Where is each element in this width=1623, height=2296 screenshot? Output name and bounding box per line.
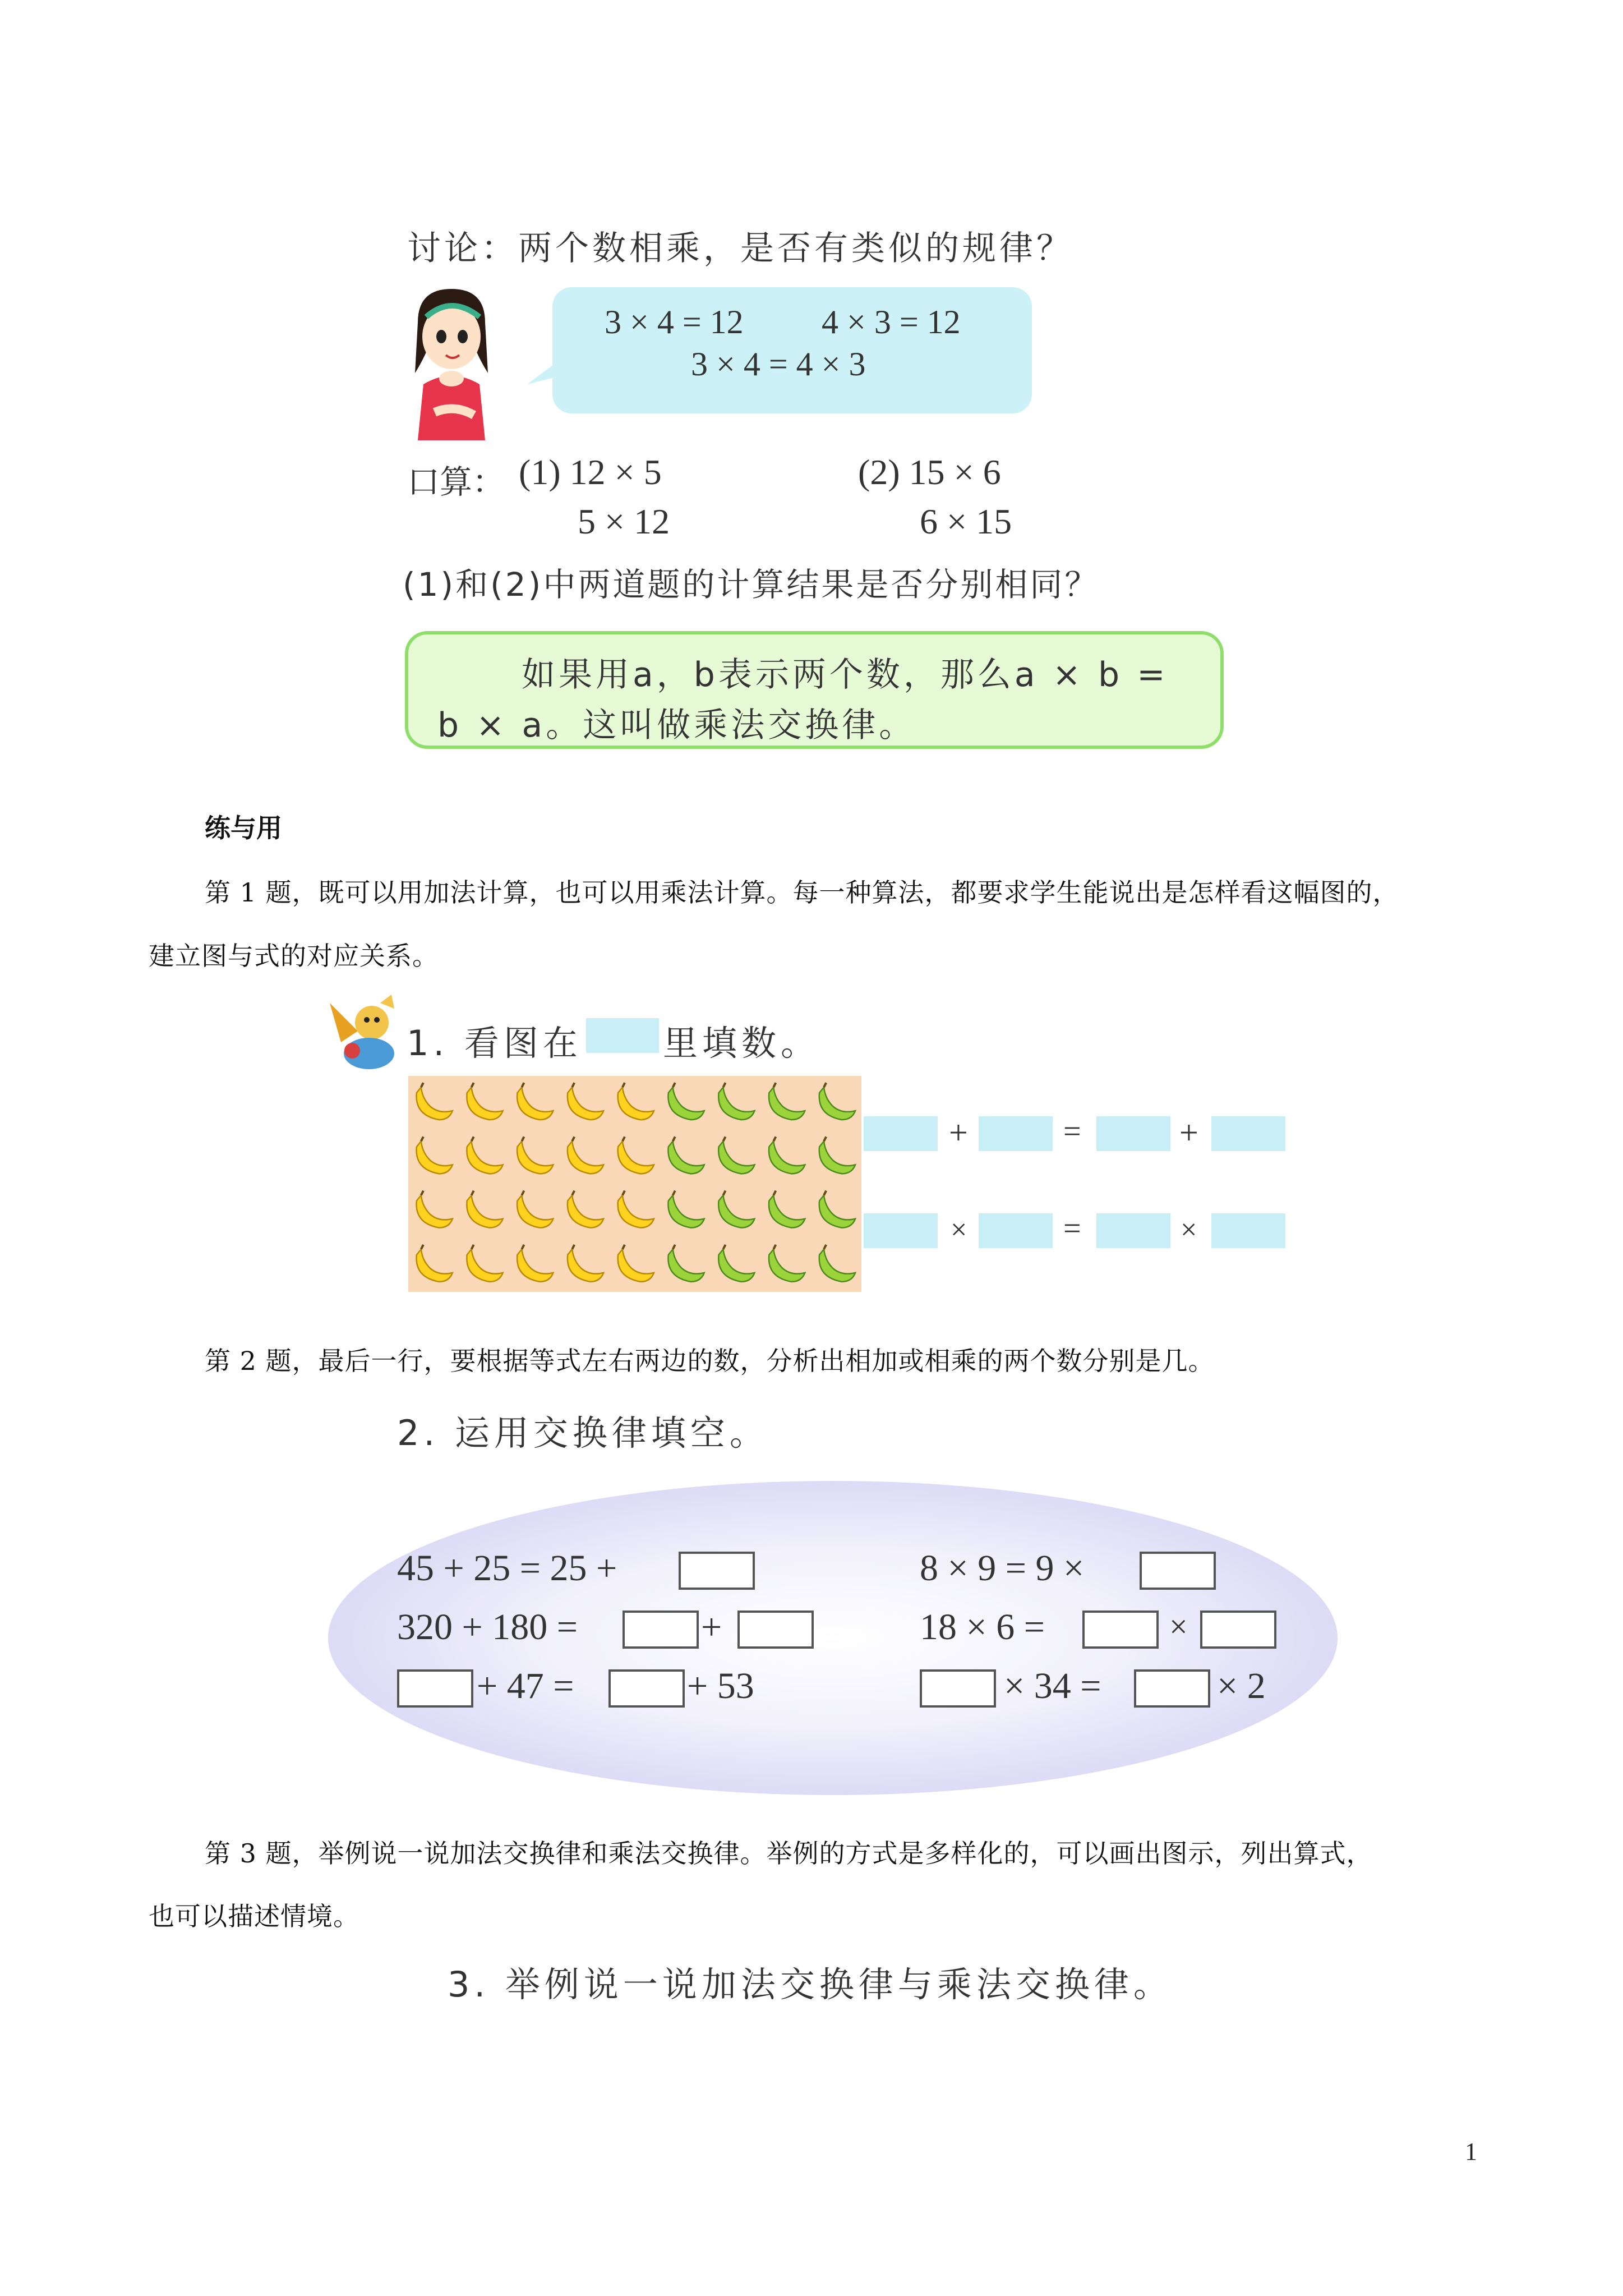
banana-icon: [517, 1245, 553, 1282]
oral-q1-b: 5 × 12: [578, 501, 670, 541]
ex2-right2-box2[interactable]: [1200, 1611, 1276, 1649]
ex2-left3-text: + 47 =: [477, 1665, 574, 1706]
banana-icon: [668, 1137, 704, 1174]
banana-icon: [467, 1083, 502, 1120]
ex2-left3-box2[interactable]: [608, 1669, 685, 1708]
ex2-right3-box2[interactable]: [1134, 1669, 1210, 1708]
ex1-title-part1: 1. 看图在: [407, 1023, 582, 1064]
banana-icon: [568, 1083, 603, 1120]
ex3-title: 3. 举例说一说加法交换律与乘法交换律。: [448, 1964, 1173, 2005]
ex1-add-blank-2[interactable]: [979, 1116, 1053, 1151]
page-number: 1: [1465, 2138, 1477, 2165]
ex1-add-blank-4[interactable]: [1211, 1116, 1285, 1151]
banana-icon: [618, 1083, 654, 1120]
bubble-line1-left: 3 × 4 = 12: [605, 303, 744, 341]
oral-label: 口算：: [407, 463, 505, 501]
ex1-mul-blank-4[interactable]: [1211, 1213, 1285, 1248]
ex1-times-1: ×: [951, 1214, 967, 1246]
banana-icon: [819, 1245, 855, 1282]
banana-icon: [819, 1137, 855, 1174]
ex2-left2-plus: +: [701, 1607, 722, 1648]
practice-heading: 练与用: [205, 813, 282, 843]
banana-icon: [417, 1137, 453, 1174]
para3-line2: 也可以描述情境。: [149, 1901, 359, 1931]
banana-icon: [668, 1245, 704, 1282]
banana-grid: [408, 1076, 861, 1292]
ex2-left1-text: 45 + 25 = 25 +: [397, 1548, 617, 1589]
para1-line2: 建立图与式的对应关系。: [149, 941, 439, 971]
para3-line1: 第 3 题，举例说一说加法交换律和乘法交换律。举例的方式是多样化的，可以画出图示，列出算式，: [205, 1838, 1373, 1869]
ex1-add-blank-1[interactable]: [864, 1116, 938, 1151]
ex2-left3-tail: + 53: [687, 1665, 754, 1706]
oral-q2-a: (2) 15 × 6: [858, 452, 1001, 492]
ex1-add-blank-3[interactable]: [1096, 1116, 1170, 1151]
girl-illustration: [401, 283, 502, 440]
ex2-right1-text: 8 × 9 = 9 ×: [920, 1548, 1085, 1589]
ex2-right1-box[interactable]: [1140, 1552, 1216, 1590]
ex1-equals-2: =: [1063, 1211, 1081, 1246]
para1-line1: 第 1 题，既可以用加法计算，也可以用乘法计算。每一种算法，都要求学生能说出是怎样看这幅图的，: [205, 877, 1399, 908]
banana-icon: [718, 1083, 754, 1120]
ex1-plus-1: +: [949, 1114, 968, 1151]
banana-icon: [467, 1137, 502, 1174]
ex2-right3-box1[interactable]: [920, 1669, 996, 1708]
banana-icon: [568, 1137, 603, 1174]
ex2-right2-text: 18 × 6 =: [920, 1607, 1045, 1648]
banana-icon: [769, 1083, 805, 1120]
ex2-left3-box1[interactable]: [397, 1669, 473, 1708]
ex1-mul-blank-2[interactable]: [979, 1213, 1053, 1248]
banana-icon: [467, 1245, 502, 1282]
ex1-mul-blank-1[interactable]: [864, 1213, 938, 1248]
banana-icon: [718, 1245, 754, 1282]
bubble-line2: 3 × 4 = 4 × 3: [691, 346, 866, 383]
ex2-right2-box1[interactable]: [1082, 1611, 1159, 1649]
ex1-title-part2: 里填数。: [663, 1023, 820, 1064]
rule-line2: b × a。这叫做乘法交换律。: [437, 706, 916, 745]
banana-icon: [718, 1191, 754, 1228]
banana-icon: [618, 1245, 654, 1282]
banana-icon: [568, 1245, 603, 1282]
bubble-line1-right: 4 × 3 = 12: [822, 303, 961, 341]
banana-icon: [819, 1083, 855, 1120]
banana-icon: [769, 1191, 805, 1228]
oral-q1-a: (1) 12 × 5: [519, 452, 662, 492]
banana-icon: [769, 1245, 805, 1282]
compare-question: (1)和(2)中两道题的计算结果是否分别相同？: [403, 565, 1100, 604]
banana-icon: [618, 1137, 654, 1174]
ex1-title-blank[interactable]: [586, 1018, 659, 1053]
speech-bubble-tail: [527, 359, 561, 387]
ex2-left2-box1[interactable]: [623, 1611, 699, 1649]
ex1-mul-blank-3[interactable]: [1096, 1213, 1170, 1248]
banana-icon: [668, 1083, 704, 1120]
banana-icon: [517, 1191, 553, 1228]
banana-icon: [417, 1245, 453, 1282]
rule-line1: 如果用a，b表示两个数，那么a × b =: [522, 655, 1169, 694]
ex2-left2-box2[interactable]: [737, 1611, 814, 1649]
ex1-times-2: ×: [1181, 1214, 1197, 1246]
banana-icon: [618, 1191, 654, 1228]
banana-icon: [769, 1137, 805, 1174]
banana-icon: [467, 1191, 502, 1228]
ex2-right3-text: × 34 =: [1004, 1665, 1101, 1706]
ex2-right3-tail: × 2: [1217, 1665, 1266, 1706]
banana-icon: [819, 1191, 855, 1228]
mascot-icon: [319, 992, 403, 1076]
banana-icon: [417, 1191, 453, 1228]
ex2-left1-box[interactable]: [679, 1552, 755, 1590]
ex2-title: 2. 运用交换律填空。: [397, 1412, 769, 1453]
banana-icon: [417, 1083, 453, 1120]
banana-icon: [517, 1137, 553, 1174]
ex2-right2-times: ×: [1169, 1608, 1188, 1645]
banana-icon: [517, 1083, 553, 1120]
ex1-equals-1: =: [1063, 1114, 1081, 1149]
ex2-left2-text: 320 + 180 =: [397, 1607, 578, 1648]
discussion-title: 讨论：两个数相乘，是否有类似的规律？: [407, 229, 1073, 268]
banana-icon: [568, 1191, 603, 1228]
para2: 第 2 题，最后一行，要根据等式左右两边的数，分析出相加或相乘的两个数分别是几。: [205, 1346, 1215, 1376]
banana-icon: [668, 1191, 704, 1228]
oral-q2-b: 6 × 15: [920, 501, 1012, 541]
ex1-plus-2: +: [1179, 1114, 1198, 1151]
banana-icon: [718, 1137, 754, 1174]
